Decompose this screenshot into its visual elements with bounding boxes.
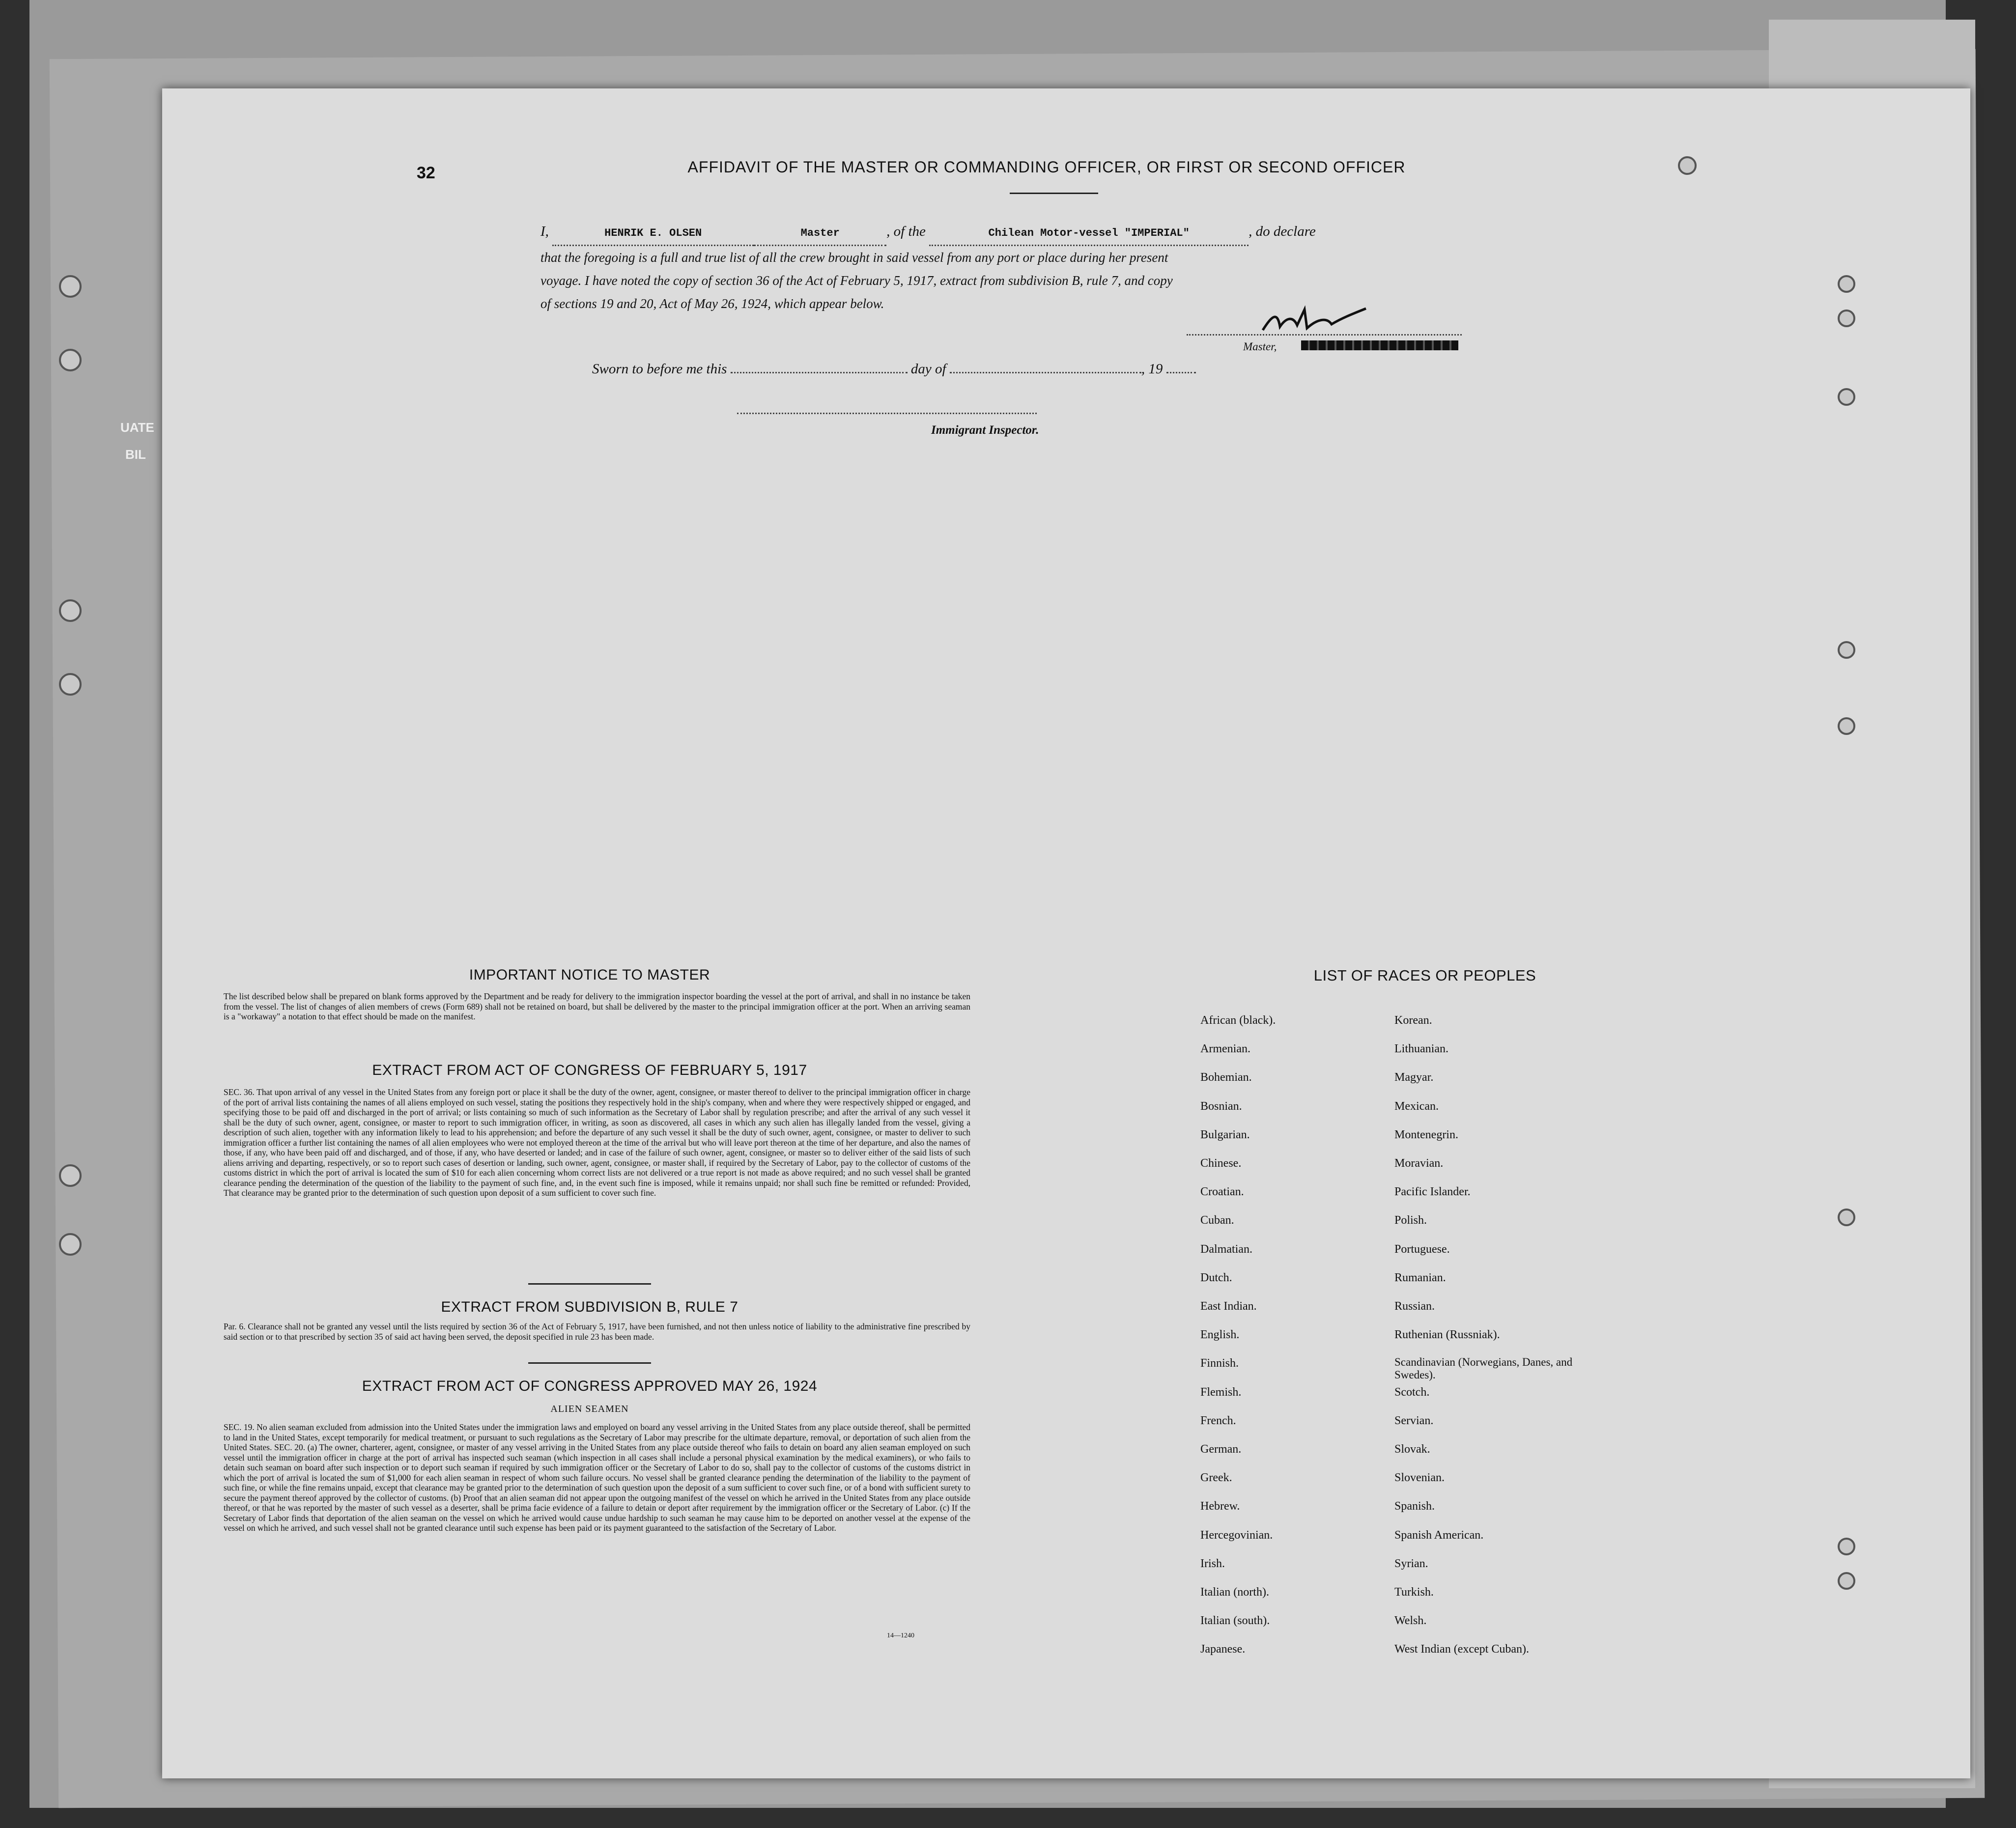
race-item: English. — [1200, 1328, 1240, 1342]
race-item: Bohemian. — [1200, 1071, 1252, 1084]
race-item: French. — [1200, 1414, 1236, 1427]
sworn-prefix: Sworn to before me this — [592, 361, 727, 377]
binder-hole — [1838, 309, 1855, 327]
race-item: Turkish. — [1394, 1586, 1434, 1599]
race-item: Spanish American. — [1394, 1528, 1484, 1542]
race-item: Montenegrin. — [1394, 1128, 1458, 1141]
race-item: Korean. — [1394, 1014, 1432, 1027]
section-rule — [528, 1283, 651, 1285]
affidavit-title: AFFIDAVIT OF THE MASTER OR COMMANDING OFFICER, OR FIRST OR SECOND OFFICER — [687, 158, 1406, 176]
race-item: Cuban. — [1200, 1214, 1234, 1227]
affidavit-i: I, — [540, 224, 549, 239]
name-value: HENRIK E. OLSEN — [604, 227, 702, 239]
race-item: Scotch. — [1394, 1385, 1430, 1399]
extract3-subheading: ALIEN SEAMEN — [550, 1404, 629, 1414]
binder-hole — [1838, 388, 1855, 406]
section-rule — [528, 1362, 651, 1364]
inspector-label: Immigrant Inspector. — [931, 423, 1039, 437]
race-item: Slovak. — [1394, 1443, 1430, 1456]
race-item: Rumanian. — [1394, 1271, 1446, 1284]
race-item: Finnish. — [1200, 1357, 1239, 1370]
race-item: Italian (north). — [1200, 1586, 1269, 1599]
binder-hole — [59, 673, 82, 696]
race-item: Spanish. — [1394, 1500, 1435, 1513]
vessel-value: Chilean Motor-vessel "IMPERIAL" — [988, 227, 1190, 239]
binder-hole — [1838, 1209, 1855, 1226]
extract3-text: SEC. 19. No alien seaman excluded from admission into the United States under the immigration laws and employed on board any vessel arriving in the United States from any place outside thereof, shall be permitted to land in the United States, except temporarily for medical treatment, or pursuant to such regulations as the Secretary of Labor may prescribe for the ultimate departure, removal, or deportation of such alien from the United States. SEC. 20. (a) The owner, charterer, agent, consignee, or master of any vessel arriving in the United States from any place outside thereof who fails to detain on board any alien seaman employed on such vessel until the immigration officer in charge at the port of arrival has inspected such seaman (which inspection in all cases shall include a personal physical examination by the medical examiners), or who fails to detain such seaman on board after such inspection or to deport such seaman if required by such immigration officer or the Secretary of Labor to do so, shall pay to the collector of customs of the customs district in which the port of arrival is located the sum of $1,000 for each alien seaman in respect of whom such failure occurs. No vessel shall be granted clearance pending the determination of the liability to the payment of such fine, or while the fine remains unpaid, except that clearance may be granted prior to the determination of such question upon the deposit of a sum sufficient to cover such fine, or of a bond with sufficient surety to secure the payment thereof approved by the collector of customs. (b) Proof that an alien seaman did not appear upon the outgoing manifest of the vessel on which he arrived in the United States from any place outside thereof, or that he was reported by the master of such vessel as a deserter, shall be prima facie evidence of a failure to detain or deport after requirement by the immigration officer or the Secretary of Labor. (c) If the Secretary of Labor finds that deportation of the alien seaman on the vessel on which he arrived would cause undue hardship to such seaman he may cause him to be deported on another vessel at the expense of the vessel on which he arrived, and such vessel shall not be granted clearance until such expense has been paid or its payment guaranteed to the satisfaction of the Secretary of Labor. — [224, 1422, 970, 1533]
race-item: Dalmatian. — [1200, 1242, 1252, 1256]
master-label: Master, — [1243, 340, 1277, 353]
affidavit-line-4: of sections 19 and 20, Act of May 26, 1924, which appear below. — [540, 296, 884, 311]
binder-hole — [1838, 1538, 1855, 1555]
race-item: Flemish. — [1200, 1385, 1242, 1399]
race-item: Servian. — [1394, 1414, 1434, 1427]
affidavit-line-3: voyage. I have noted the copy of section 36 of the Act of February 5, 1917, extract from subdivision B, rule 7, and copy — [540, 273, 1173, 288]
race-item: Bosnian. — [1200, 1099, 1242, 1113]
rank-field — [754, 220, 886, 246]
race-item: Chinese. — [1200, 1157, 1242, 1170]
struck-out-text — [1301, 340, 1458, 350]
race-item: Syrian. — [1394, 1557, 1428, 1570]
race-item: East Indian. — [1200, 1300, 1257, 1313]
left-edge-text: BIL — [125, 447, 146, 462]
races-heading: LIST OF RACES OR PEOPLES — [1313, 967, 1536, 984]
race-item: Portuguese. — [1394, 1242, 1450, 1256]
race-item: Irish. — [1200, 1557, 1225, 1570]
race-item: Hercegovinian. — [1200, 1528, 1273, 1542]
sworn-year-field — [1166, 372, 1196, 373]
signature-line — [1187, 334, 1462, 336]
race-item: Moravian. — [1394, 1157, 1444, 1170]
vessel-field — [929, 220, 1249, 246]
binder-hole — [1838, 1572, 1855, 1590]
race-item: Scandinavian (Norwegians, Danes, and Swedes). — [1394, 1356, 1573, 1381]
race-item: Mexican. — [1394, 1099, 1439, 1113]
race-item: Lithuanian. — [1394, 1042, 1448, 1056]
race-item: Ruthenian (Russniak). — [1394, 1328, 1500, 1342]
sworn-year: , 19 — [1141, 361, 1163, 377]
affidavit-line-1 — [540, 220, 1499, 246]
race-item: Croatian. — [1200, 1185, 1244, 1199]
form-number: 14—1240 — [887, 1632, 914, 1639]
race-item: Polish. — [1394, 1214, 1427, 1227]
race-item: Slovenian. — [1394, 1471, 1445, 1485]
extract2-heading: EXTRACT FROM SUBDIVISION B, RULE 7 — [441, 1299, 738, 1315]
extract1-text: SEC. 36. That upon arrival of any vessel in the United States from any foreign port or place it shall be the duty of the owner, agent, consignee, or master thereof to deliver to the principal immigration officer in charge of the port of arrival lists containing the names of all aliens employed on such vessel, stating the positions they respectively hold in the ship's company, when and where they were respectively shipped or engaged, and specifying those to be paid off and discharged in the port of arrival; or lists containing so much of such information as the Secretary of Labor shall by regulation prescribe; and after the arrival of any such vessel it shall be the duty of such owner, agent, consignee, or master to report to such immigration officer, in writing, as soon as discovered, all cases in which any such alien has illegally landed from the vessel, giving a description of such alien, together with any information likely to lead to his apprehension; and before the departure of any such vessel it shall be the duty of such owner, agent, consignee, or master to deliver to such immigration officer a further list containing the names of all alien employees who were not employed thereon at the time of the arrival but who will leave port thereon at the time of her departure, and also the names of those, if any, who have been paid off and discharged, and of those, if any, who have deserted or landed; and in case of the failure of such owner, agent, consignee, or master so to deliver either of the said lists of such aliens arriving and departing, respectively, or so to report such cases of desertion or landing, such owner, agent, consignee, or master shall, if required by the Secretary of Labor, pay to the collector of customs of the customs district in which the port of arrival is located the sum of $10 for each alien concerning whom correct lists are not delivered or a true report is not made as above required; and no such vessel shall be granted clearance pending the determination of the question of the liability to the payment of such fine, and, in the event such fine is imposed, while it remains unpaid; nor shall such fine be remitted or refunded: Provided, That clearance may be granted prior to the determination of such question upon deposit of a sum sufficient to cover such fine. — [224, 1087, 970, 1198]
race-item: Dutch. — [1200, 1271, 1232, 1284]
title-rule — [1010, 193, 1098, 194]
binder-hole — [59, 349, 82, 371]
affidavit-body — [540, 220, 1499, 315]
sworn-day-of: day of — [910, 361, 946, 377]
race-item: Italian (south). — [1200, 1614, 1270, 1628]
notice-text: The list described below shall be prepared on blank forms approved by the Department and be ready for delivery to the immigration inspector boarding the vessel at the port of arrival, and shall in no instance be taken from the vessel. The list of changes of alien members of crews (Form 689) shall not be retained on board, but shall be delivered by the master to the principal immigration officer at the port. When an arriving seaman is a "workaway" a notation to that effect should be made on the manifest. — [224, 991, 970, 1021]
sworn-month-field — [950, 372, 1141, 373]
race-item: Hebrew. — [1200, 1500, 1240, 1513]
inspector-signature-line — [737, 413, 1037, 414]
left-edge-text: UATE — [120, 420, 154, 435]
of-the-text: , of the — [886, 224, 926, 239]
binder-hole — [1838, 275, 1855, 293]
race-item: Russian. — [1394, 1300, 1435, 1313]
race-item: Greek. — [1200, 1471, 1232, 1485]
binder-hole — [59, 1233, 82, 1256]
extract1-heading: EXTRACT FROM ACT OF CONGRESS OF FEBRUARY 5, 1917 — [372, 1062, 807, 1078]
race-item: Pacific Islander. — [1394, 1185, 1471, 1199]
extract3-heading: EXTRACT FROM ACT OF CONGRESS APPROVED MAY 26, 1924 — [362, 1378, 818, 1394]
race-item: Japanese. — [1200, 1643, 1246, 1656]
binder-hole — [1838, 717, 1855, 735]
rank-value: Master — [800, 227, 840, 239]
do-declare-text: , do declare — [1249, 224, 1316, 239]
binder-hole — [59, 275, 82, 298]
race-item: Bulgarian. — [1200, 1128, 1250, 1141]
notice-heading: IMPORTANT NOTICE TO MASTER — [469, 967, 710, 983]
race-item: West Indian (except Cuban). — [1394, 1643, 1529, 1656]
race-item: African (black). — [1200, 1014, 1276, 1027]
race-item: German. — [1200, 1443, 1242, 1456]
name-field — [552, 220, 754, 246]
binder-hole — [59, 599, 82, 622]
affidavit-line-2: that the foregoing is a full and true list of all the crew brought in said vessel from any port or place during her present — [540, 250, 1168, 265]
extract2-text: Par. 6. Clearance shall not be granted any vessel until the lists required by section 36 of the Act of February 5, 1917, have been furnished, and not then unless notice of liability to the administrative fine prescribed by said section or to that prescribed by section 35 of said act having been served, the deposit specified in rule 23 has been made. — [224, 1322, 970, 1342]
page-number: 32 — [417, 164, 435, 182]
binder-hole — [1838, 641, 1855, 659]
sworn-day-field — [731, 372, 908, 373]
race-item: Armenian. — [1200, 1042, 1250, 1056]
race-item: Welsh. — [1394, 1614, 1427, 1628]
binder-hole — [1678, 156, 1697, 175]
sworn-line — [592, 361, 1196, 377]
race-item: Magyar. — [1394, 1071, 1434, 1084]
binder-hole — [59, 1164, 82, 1187]
